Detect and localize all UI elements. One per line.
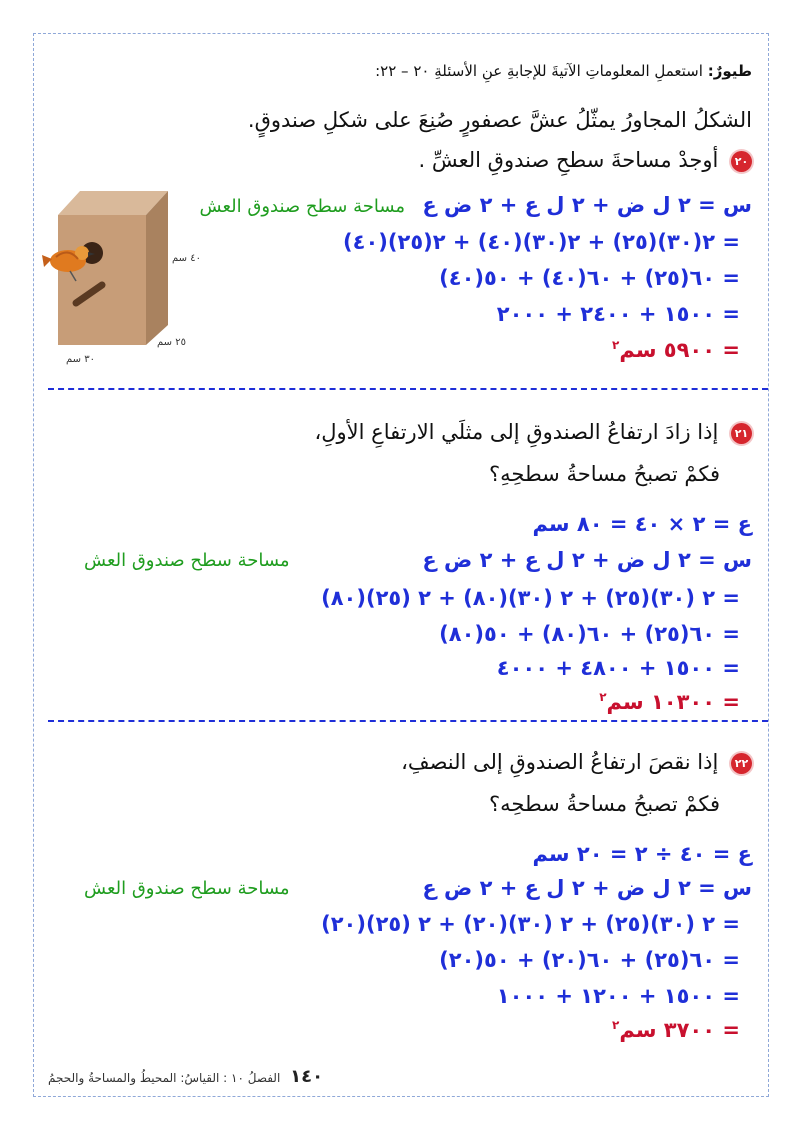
q22-answer-exponent: ٢ [612, 1018, 620, 1032]
q22-answer-value: = ٣٧٠٠ سم [619, 1018, 740, 1042]
q21-question [315, 420, 753, 444]
q20-formula: س = ٢ ل ض + ٢ ل ع + ٢ ض ع [422, 193, 752, 217]
q22-question-line2: فكمْ تصبحُ مساحةُ سطحِه؟ [489, 792, 720, 816]
q22-note: مساحة سطح صندوق العش [84, 878, 290, 899]
q22-formula: س = ٢ ل ض + ٢ ل ع + ٢ ض ع [422, 876, 752, 900]
page-footer [48, 1066, 323, 1087]
box-side-face [146, 191, 168, 345]
q22-step3: = ١٥٠٠ + ١٢٠٠ + ١٠٠٠ [496, 984, 740, 1008]
q22-question [401, 750, 752, 774]
q21-step2: = ٦٠(٢٥) + ٦٠(٨٠) + ٥٠(٨٠) [439, 622, 740, 646]
header-topic: طيورٌ: [707, 62, 752, 80]
q21-formula: س = ٢ ل ض + ٢ ل ع + ٢ ض ع [422, 548, 752, 572]
box-depth-label: ٢٥ سم [157, 337, 186, 348]
header-instruction: استعملِ المعلوماتِ الآتيةَ للإجابةِ عنِ الأسئلةِ ٢٠ – ٢٢: [375, 62, 703, 80]
section-divider-2 [48, 720, 768, 722]
q21-answer [599, 690, 740, 714]
q20-formula-line [200, 193, 752, 217]
q21-height: ع = ٢ × ٤٠ = ٨٠ سم [532, 512, 752, 536]
q21-step3: = ١٥٠٠ + ٤٨٠٠ + ٤٠٠٠ [496, 656, 740, 680]
section-divider-1 [48, 388, 768, 390]
q21-answer-exponent: ٢ [599, 690, 607, 704]
q21-answer-value: = ١٠٣٠٠ سم [606, 690, 740, 714]
box-width-label: ٣٠ سم [66, 354, 95, 365]
q20-step1: = ٢(٣٠)(٢٥) + ٢(٣٠)(٤٠) + ٢(٢٥)(٤٠) [343, 230, 740, 254]
page-number: ١٤٠ [290, 1066, 324, 1087]
q20-answer-value: = ٥٩٠٠ سم [619, 338, 740, 362]
q20-answer-exponent: ٢ [612, 338, 620, 352]
q20-step2: = ٦٠(٢٥) + ٦٠(٤٠) + ٥٠(٤٠) [439, 266, 740, 290]
q20-step3: = ١٥٠٠ + ٢٤٠٠ + ٢٠٠٠ [496, 302, 740, 326]
q20-answer [612, 338, 740, 362]
bird-box-illustration [40, 185, 220, 365]
q21-step1: = ٢ (٣٠)(٢٥) + ٢ (٣٠)(٨٠) + ٢ (٢٥)(٨٠) [321, 586, 740, 610]
q22-height: ع = ٤٠ ÷ ٢ = ٢٠ سم [532, 842, 752, 866]
q21-note: مساحة سطح صندوق العش [84, 550, 290, 571]
q21-number-badge: ٢١ [731, 423, 752, 444]
q21-question-line1: إذا زادَ ارتفاعُ الصندوقِ إلى مثلَي الارتفاعِ الأولِ، [314, 420, 719, 444]
q22-answer [612, 1018, 740, 1042]
q22-step1: = ٢ (٣٠)(٢٥) + ٢ (٣٠)(٢٠) + ٢ (٢٥)(٢٠) [321, 912, 740, 936]
q20-number-badge: ٢٠ [731, 151, 752, 172]
q22-step2: = ٦٠(٢٥) + ٦٠(٢٠) + ٥٠(٢٠) [439, 948, 740, 972]
intro-text: الشكلُ المجاورُ يمثّلُ عشَّ عصفورٍ صُنِعَ على شكلِ صندوقٍ. [247, 108, 752, 132]
q20-question-text: أوجدْ مساحةَ سطحِ صندوقِ العشِّ . [418, 148, 719, 172]
box-height-label: ٤٠ سم [172, 253, 201, 264]
box-front-face [58, 215, 146, 345]
q21-question-line2: فكمْ تصبحُ مساحةُ سطحِهِ؟ [489, 462, 720, 486]
section-header [375, 62, 752, 80]
chapter-title: الفصلُ ١٠ : القياسُ: المحيطُ والمساحةُ والحجمُ [48, 1071, 281, 1085]
q22-number-badge: ٢٢ [731, 753, 752, 774]
q22-question-line1: إذا نقصَ ارتفاعُ الصندوقِ إلى النصفِ، [401, 750, 719, 774]
q20-question [419, 148, 752, 172]
q20-note: مساحة سطح صندوق العش [199, 196, 406, 217]
